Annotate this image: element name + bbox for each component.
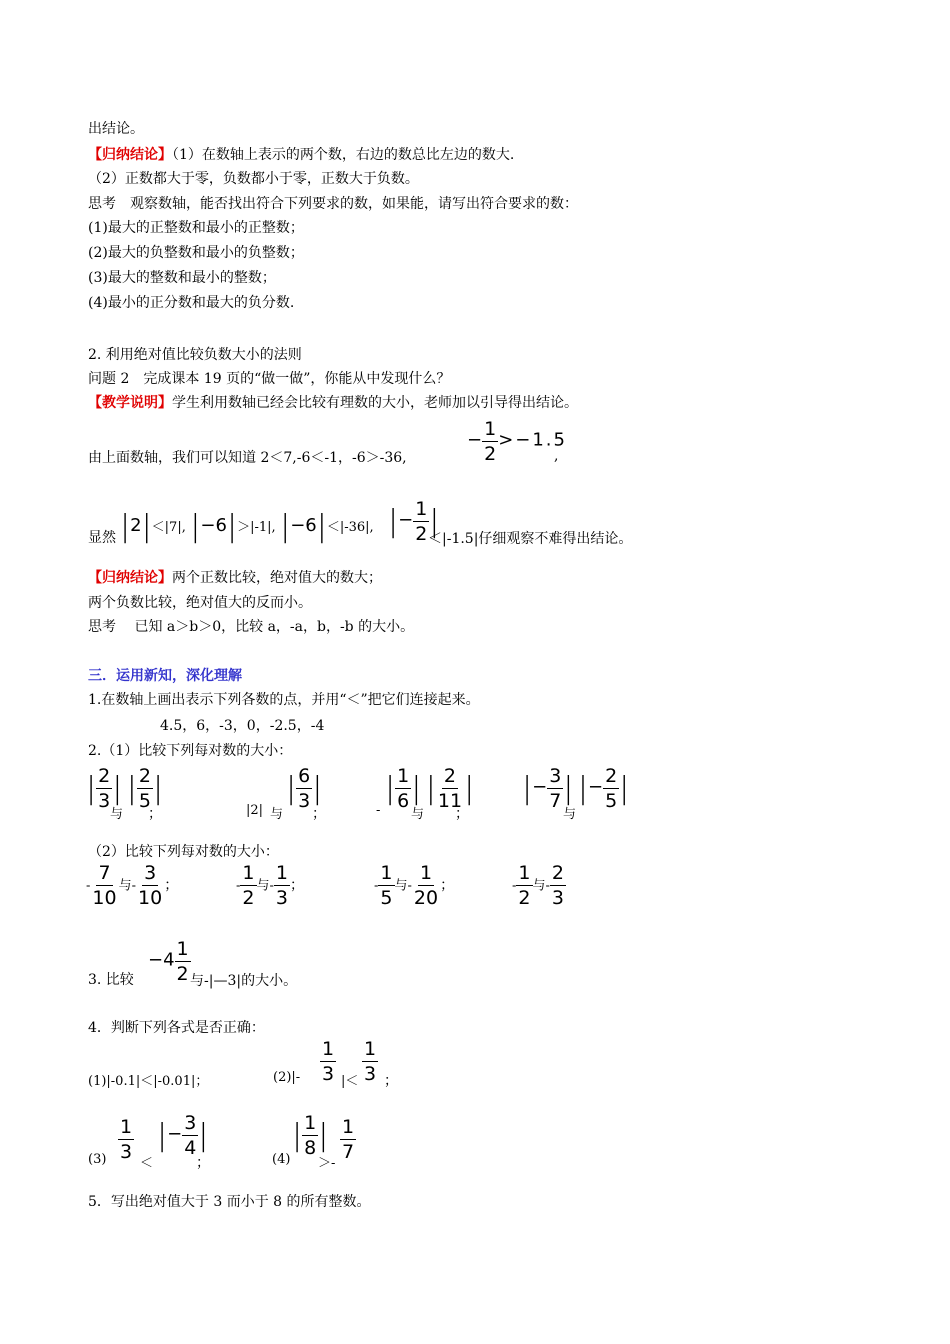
text: 两个正数比较，绝对值大的数大； [172, 570, 382, 586]
fraction: $\frac{7}{10}$ [92, 862, 117, 909]
text: ＜|-36|, [326, 520, 374, 535]
minus-sign: − [587, 776, 604, 798]
fraction: $\frac{2}{3}$ [551, 862, 565, 909]
text-line: 1.在数轴上画出表示下列各数的点，并用“＜”把它们连接起来。 [88, 692, 480, 708]
fraction: $\frac{1}{3}$ [364, 1038, 377, 1085]
fraction: $\frac{1}{20}$ [413, 862, 439, 909]
section-heading: 三．运用新知，深化理解 [88, 668, 242, 684]
text: - [376, 803, 381, 818]
text: 与-|—3|的大小。 [190, 973, 298, 989]
text-line: (4)最小的正分数和最大的负分数. [88, 295, 295, 311]
text: 与 [411, 807, 425, 822]
pair-2: | $\frac{6}{3}$ | [286, 765, 323, 812]
text-line: (3)最大的整数和最小的整数； [88, 270, 276, 286]
text-line [88, 568, 382, 588]
text-line: 显然 [88, 530, 116, 546]
pair-5: - $\frac{7}{10}$ 与- $\frac{3}{10}$ ； [86, 862, 179, 909]
fraction: $\frac{3}{7}$ [549, 765, 562, 812]
minus-sign: − [398, 509, 414, 531]
text-line: 5．写出绝对值大于 3 而小于 8 的所有整数。 [88, 1194, 371, 1210]
fraction: $\frac{3}{10}$ [138, 862, 163, 909]
num: 6 [215, 515, 227, 536]
text-line: （2）比较下列每对数的大小： [88, 844, 279, 860]
text: 与 [270, 807, 284, 822]
text-line: 两个负数比较，绝对值大的反而小。 [88, 595, 312, 611]
text: ； [384, 1073, 398, 1089]
fraction: $\frac{1}{7}$ [342, 1116, 355, 1163]
number-list: 4.5，6，-3，0，-2.5，-4 [160, 718, 325, 734]
fraction: $\frac{2}{5}$ [138, 765, 151, 812]
text: |2| [246, 803, 264, 818]
fraction: $\frac{2}{11}$ [437, 765, 463, 812]
text-line: 2.（1）比较下列每对数的大小： [88, 743, 293, 759]
fraction: $\frac{1}{2}$ [415, 498, 428, 545]
minus-sign: − [532, 776, 548, 798]
math-expr [467, 418, 567, 465]
text: (3) [88, 1152, 107, 1167]
text-line: 思考 观察数轴，能否找出符合下列要求的数，如果能，请写出符合要求的数： [88, 196, 578, 212]
text-line [88, 145, 514, 165]
tag-conclusion: 【归纳结论】 [88, 147, 172, 163]
text: ； [455, 806, 469, 822]
text: ＜|7|, [151, 520, 186, 535]
minus-sign: − [200, 515, 216, 536]
text-line: 4．判断下列各式是否正确： [88, 1020, 265, 1036]
fraction: $\frac{6}{3}$ [298, 765, 311, 812]
text: (1)|-0.1|＜|-0.01|； [88, 1074, 209, 1089]
text: ； [196, 1155, 210, 1171]
text-line: (1)最大的正整数和最小的正整数； [88, 220, 304, 236]
text-line: (2)最大的负整数和最小的负整数； [88, 245, 304, 261]
expr-tail: >−1.5 [498, 429, 567, 451]
tag-conclusion: 【归纳结论】 [88, 570, 172, 586]
text-line: 出结论。 [88, 121, 144, 137]
fraction: $\frac{2}{5}$ [605, 765, 618, 812]
text: |＜ [341, 1074, 359, 1089]
fraction: $\frac{1}{3}$ [322, 1038, 335, 1085]
text-line: 思考 已知 a＞b＞0，比较 a，-a，b，-b 的大小。 [88, 619, 415, 635]
fraction: $\frac{1}{2}$ [242, 862, 255, 909]
text: （1）在数轴上表示的两个数，右边的数总比左边的数大. [172, 147, 515, 163]
fraction: $\frac{1}{2}$ [176, 938, 189, 985]
text: 与 [110, 807, 124, 822]
text-line: 问题 2 完成课本 19 页的“做一做”，你能从中发现什么？ [88, 371, 451, 387]
pair-7: - $\frac{1}{5}$ 与- $\frac{1}{20}$ ； [374, 862, 455, 909]
text-line: 由上面数轴，我们可以知道 2＜7,-6＜-1，-6＞-36, [88, 450, 407, 466]
text: 与 [563, 807, 577, 822]
num: 2 [130, 515, 142, 536]
fraction: $\frac{1}{3}$ [275, 862, 289, 909]
text: 学生利用数轴已经会比较有理数的大小，老师加以引导得出结论。 [172, 395, 578, 411]
mixed-number: −4 $\frac{1}{2}$ [148, 938, 189, 985]
text: ； [148, 806, 162, 822]
text: ＞- [318, 1156, 336, 1171]
pair-1: | $\frac{2}{3}$ | | $\frac{2}{5}$ | [86, 765, 164, 812]
fraction: $\frac{1}{3}$ [120, 1116, 133, 1163]
text-line: （2）正数都大于零，负数都小于零，正数大于负数。 [88, 171, 419, 187]
minus-sign: − [290, 515, 306, 536]
math-expr: |2|＜|7|, |−6|＞|-1|, |−6|＜|-36|, [120, 509, 374, 544]
pair-4: |− $\frac{3}{7}$ | |− $\frac{2}{5}$ | [522, 765, 630, 812]
tag-teaching: 【教学说明】 [88, 395, 172, 411]
fraction: $\frac{1}{2}$ [518, 862, 531, 909]
pair-3: | $\frac{1}{6}$ | | $\frac{2}{11}$ | [385, 765, 475, 812]
pair-8: - $\frac{1}{2}$ 与- $\frac{2}{3}$ [512, 862, 565, 909]
num: 6 [305, 515, 317, 536]
abs-fraction: | $\frac{1}{8}$ | [292, 1112, 329, 1159]
text-line [88, 393, 578, 413]
text-line: 3. 比较 [88, 972, 134, 988]
pair-6: - $\frac{1}{2}$ 与- $\frac{1}{3}$ ； [236, 862, 305, 909]
minus-sign: − [467, 429, 483, 451]
text: ＞|-1|, [237, 520, 276, 535]
text-line: 2. 利用绝对值比较负数大小的法则 [88, 347, 302, 363]
abs-fraction: |− $\frac{3}{4}$ | [157, 1112, 209, 1159]
math-expr: |− $\frac{1}{2}$ | [388, 498, 440, 545]
fraction: $\frac{1}{5}$ [380, 862, 393, 909]
text: (4) [272, 1152, 291, 1167]
fraction: $\frac{1}{6}$ [397, 765, 410, 812]
text: ＜ [140, 1156, 154, 1171]
text: (2)|- [273, 1070, 301, 1085]
comma: , [554, 448, 559, 464]
fraction: $\frac{2}{3}$ [98, 765, 111, 812]
text: ； [312, 806, 326, 822]
text: ＜|-1.5|仔细观察不难得出结论。 [428, 531, 633, 547]
fraction: $\frac{1}{2}$ [484, 418, 497, 465]
